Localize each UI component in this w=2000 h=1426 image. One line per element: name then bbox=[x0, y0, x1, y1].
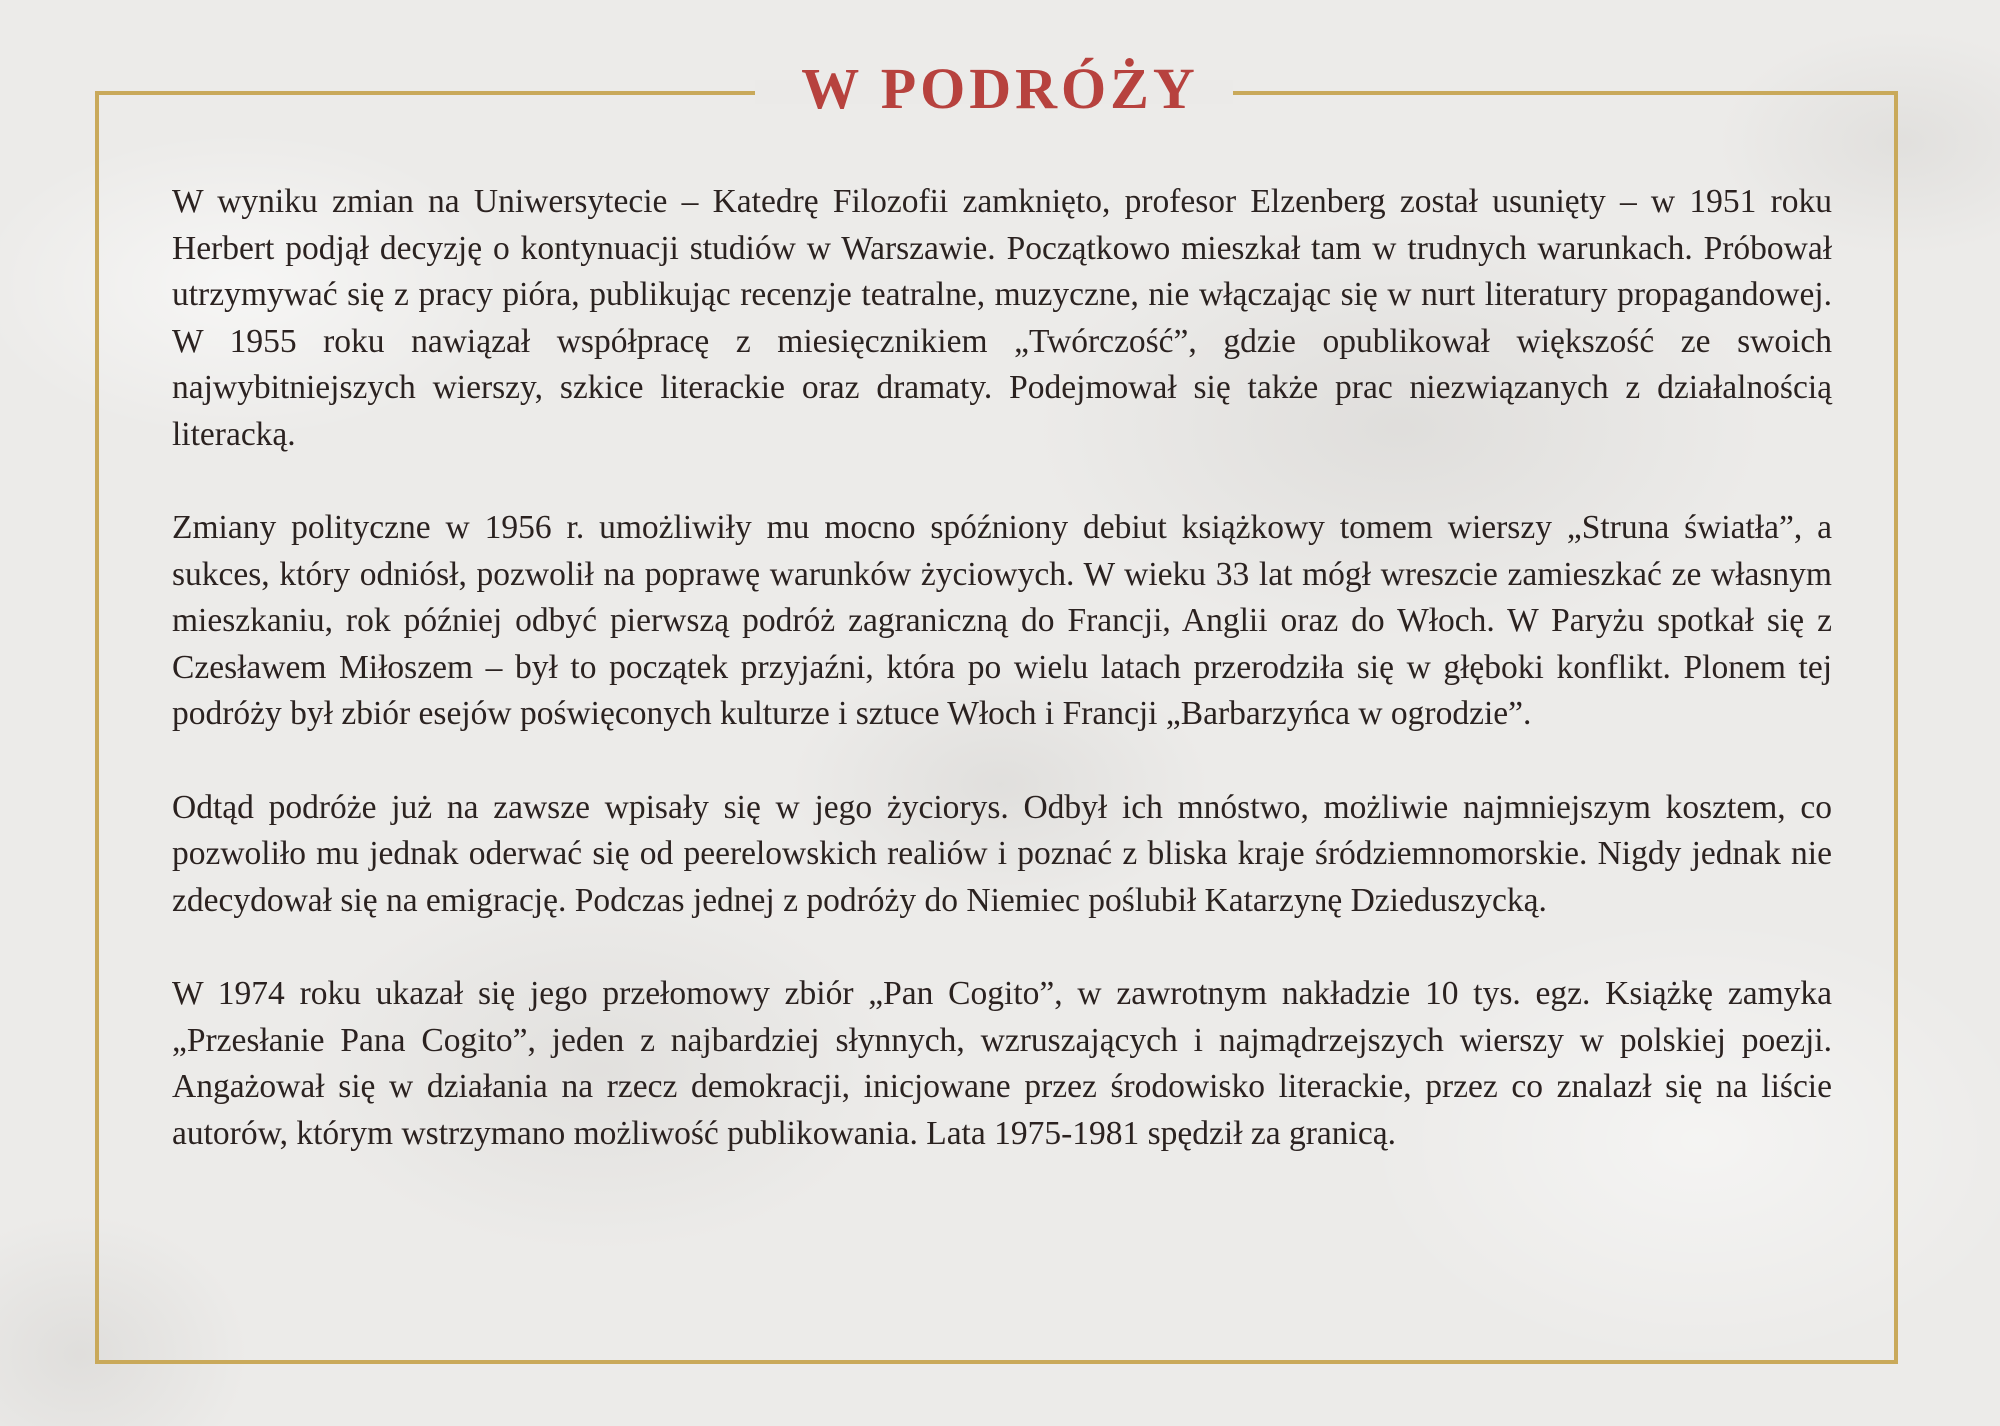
paragraph-3: Odtąd podróże już na zawsze wpisały się w jego życiorys. Odbył ich mnóstwo, możliwie najmniejszym kosztem, co pozwoliło mu jednak oderwać się od peerelowskich realiów i poznać z bliska kraje śródziemnomorskie. Nigdy jednak nie zdecydował się na emigrację. Podczas jednej z podróży do Niemiec poślubił Katarzynę Dzieduszycką. bbox=[172, 788, 1832, 919]
paragraph-2: Zmiany polityczne w 1956 r. umożliwiły mu mocno spóźniony debiut książkowy tomem wierszy „Struna światła”, a sukces, który odniósł, pozwolił na poprawę warunków życiowych. W wieku 33 lat mógł wreszcie zamieszkać ze własnym mieszkaniu, rok później odbyć pierwszą podróż zagraniczną do Francji, Anglii oraz do Włoch. W Paryżu spotkał się z Czesławem Miłoszem – był to początek przyjaźni, która po wielu latach przerodziła się w głęboki konflikt. Plonem tej podróży był zbiór esejów poświęconych kulturze i sztuce Włoch i Francji „Barbarzyńca w ogrodzie”. bbox=[172, 509, 1832, 732]
paragraph-1: W wyniku zmian na Uniwersytecie – Katedrę Filozofii zamknięto, profesor Elzenberg został usunięty – w 1951 roku Herbert podjął decyzję o kontynuacji studiów w Warszawie. Początkowo mieszkał tam w trudnych warunkach. Próbował utrzymywać się z pracy pióra, publikując recenzje teatralne, muzyczne, nie włączając się w nurt literatury propagandowej. W 1955 roku nawiązał współpracę z miesięcznikiem „Twórczość”, gdzie opublikował większość ze swoich najwybitniejszych wierszy, szkice literackie oraz dramaty. Podejmował się także prac niezwiązanych z działalnością literacką. bbox=[172, 183, 1832, 453]
article-body bbox=[172, 179, 1832, 1204]
page-title: W PODRÓŻY bbox=[801, 56, 1199, 121]
paragraph-4: W 1974 roku ukazał się jego przełomowy zbiór „Pan Cogito”, w zawrotnym nakładzie 10 tys. egz. Książkę zamyka „Przesłanie Pana Cogito”, jeden z najbardziej słynnych, wzruszających i najmądrzejszych wierszy w polskiej poezji. Angażował się w działania na rzecz demokracji, inicjowane przez środowisko literackie, przez co znalazł się na liście autorów, którym wstrzymano możliwość publikowania. Lata 1975-1981 spędził za granicą. bbox=[172, 975, 1832, 1152]
